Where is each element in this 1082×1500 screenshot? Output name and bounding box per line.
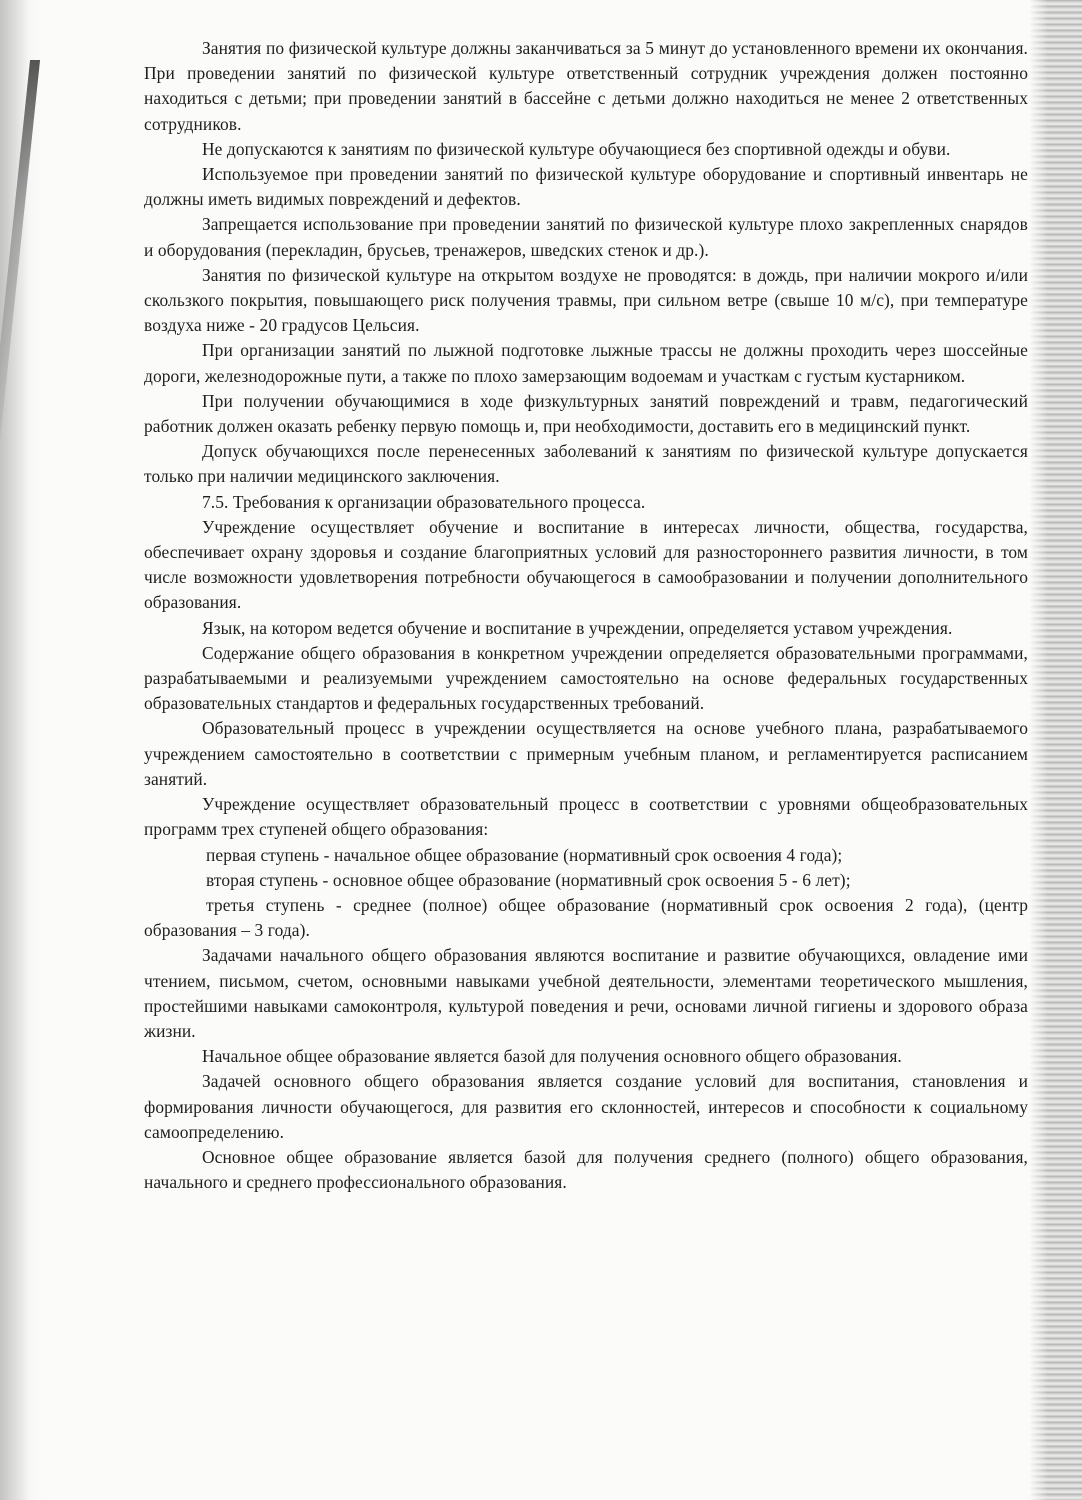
paragraph: Допуск обучающихся после перенесенных заболеваний к занятиям по физической культуре допускается только при наличии медицинского заключения. — [144, 441, 1028, 487]
paragraph: Начальное общее образование является базой для получения основного общего образования. — [202, 1046, 902, 1067]
paragraph: При получении обучающимися в ходе физкультурных занятий повреждений и травм, педагогический работник должен оказать ребенку первую помощь и, при необходимости, доставить его в медицинский пункт. — [144, 390, 1028, 437]
paragraph: Учреждение осуществляет обучение и воспитание в интересах личности, общества, государства, обеспечивает охрану здоровья и создание благоприятных условий для разностороннего развития личности, в том числе возможности удовлетворения потребности обучающегося в самообразовании и получении дополнительного образования. — [144, 516, 1028, 613]
paragraph: Основное общее образование является базой для получения среднего (полного) общего образования, начального и среднего профессионального образования. — [144, 1146, 1028, 1193]
paragraph: Используемое при проведении занятий по физической культуре оборудование и спортивный инвентарь не должны иметь видимых повреждений и дефектов. — [144, 164, 1028, 210]
scan-shadow-left — [0, 0, 42, 1500]
document-body — [144, 36, 1028, 1195]
paragraph: Занятия по физической культуре должны заканчиваться за 5 минут до установленного времени их окончания. При проведении занятий по физической культуре ответственный сотрудник учреждения должен постоянно находиться с детьми; при проведении занятий в бассейне с детьми должно находиться не менее 2 ответственных сотрудников. — [144, 38, 1028, 134]
level-item: вторая ступень - основное общее образование (нормативный срок освоения 5 - 6 лет); — [206, 869, 851, 890]
section-heading: 7.5. Требования к организации образовательного процесса. — [202, 491, 646, 512]
paragraph: Язык, на котором ведется обучение и воспитание в учреждении, определяется уставом учреждения. — [202, 617, 953, 638]
paragraph: При организации занятий по лыжной подготовке лыжные трассы не должны проходить через шоссейные дороги, железнодорожные пути, а также по плохо замерзающим водоемам и участкам с густым кустарником. — [144, 340, 1028, 386]
level-item: третья ступень - среднее (полное) общее образование (нормативный срок освоения 2 года), (центр образования – 3 года). — [144, 894, 1028, 941]
paragraph: Задачами начального общего образования являются воспитание и развитие обучающихся, овладение ими чтением, письмом, счетом, основными навыками учебной деятельности, элементами теоретического мышления, простейшими навыками самоконтроля, культурой поведения и речи, основами личной гигиены и здорового образа жизни. — [144, 945, 1028, 1041]
paragraph: Запрещается использование при проведении занятий по физической культуре плохо закрепленных снарядов и оборудования (перекладин, брусьев, тренажеров, шведских стенок и др.). — [144, 214, 1028, 260]
paragraph: Не допускаются к занятиям по физической культуре обучающиеся без спортивной одежды и обуви. — [202, 138, 951, 159]
paragraph: Учреждение осуществляет образовательный процесс в соответствии с уровнями общеобразовательных программ трех ступеней общего образования: — [144, 794, 1028, 840]
paragraph: Содержание общего образования в конкретном учреждении определяется образовательными программами, разрабатываемыми и реализуемыми учреждением самостоятельно на основе федеральных государственных образовательных стандартов и федеральных государственных требований. — [144, 642, 1028, 714]
paragraph: Образовательный процесс в учреждении осуществляется на основе учебного плана, разрабатываемого учреждением самостоятельно в соответствии с примерным учебным планом, и регламентируется расписанием занятий. — [144, 718, 1028, 789]
scan-shadow-right — [1030, 0, 1082, 1500]
paragraph: Занятия по физической культуре на открытом воздухе не проводятся: в дождь, при наличии мокрого и/или скользкого покрытия, повышающего риск получения травмы, при сильном ветре (свыше 10 м/с), при температуре воздуха ниже - 20 градусов Цельсия. — [144, 264, 1028, 336]
paragraph: Задачей основного общего образования является создание условий для воспитания, становления и формирования личности обучающегося, для развития его склонностей, интересов и способности к социальному самоопределению. — [144, 1071, 1028, 1142]
level-item: первая ступень - начальное общее образование (нормативный срок освоения 4 года); — [206, 844, 843, 865]
